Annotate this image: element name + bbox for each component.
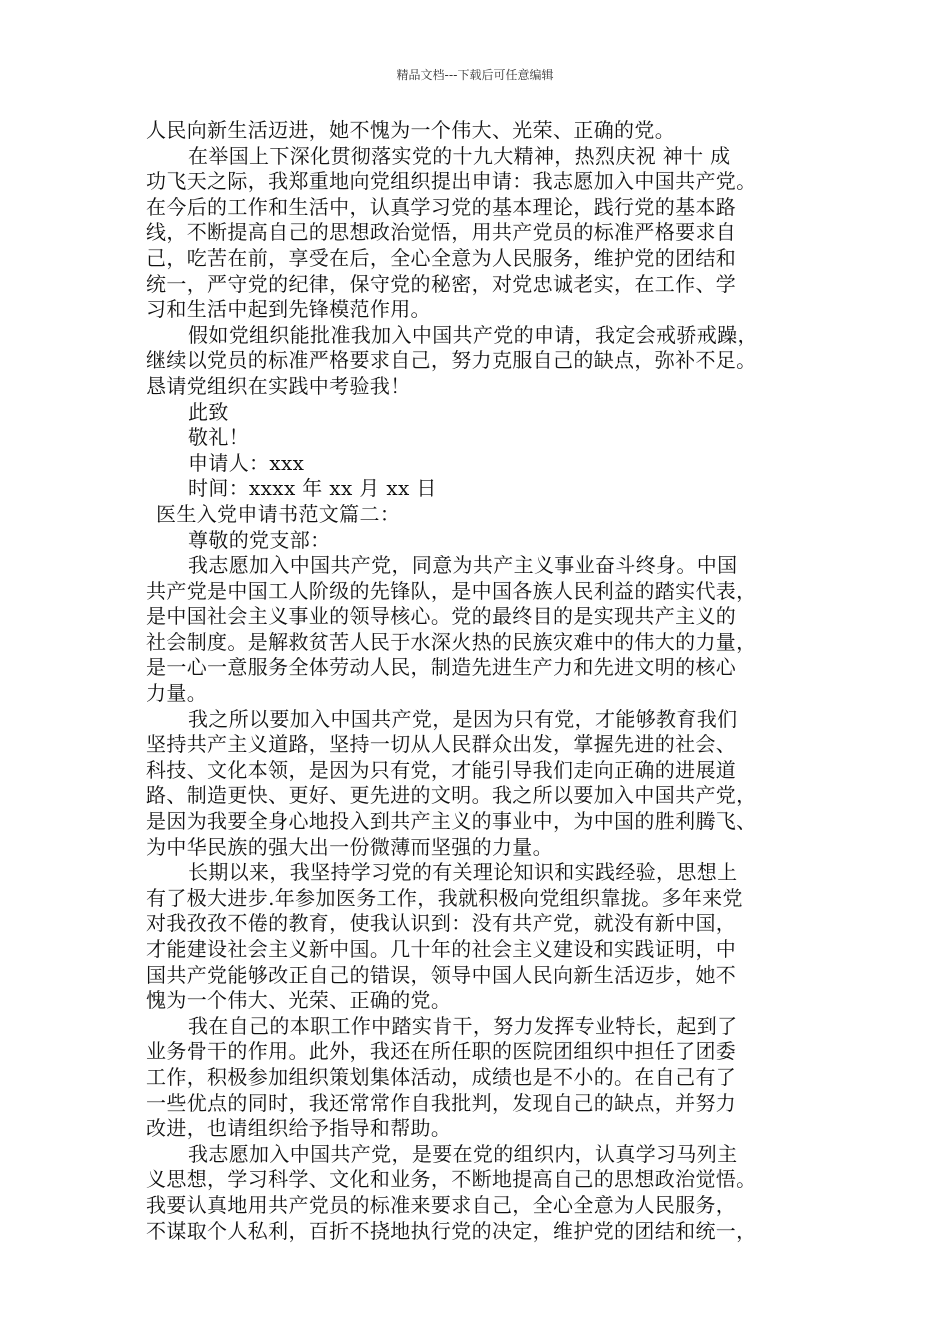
- text-line: 路、制造更快、更好、更先进的文明。我之所以要加入中国共产党，: [146, 783, 757, 808]
- text-line: 在今后的工作和生活中，认真学习党的基本理论，践行党的基本路: [146, 194, 737, 219]
- text-line: 长期以来，我坚持学习党的有关理论知识和实践经验，思想上: [188, 860, 738, 885]
- text-line: 统一，严守党的纪律，保守党的秘密，对党忠诚老实，在工作、学: [146, 271, 737, 296]
- text-line: 假如党组织能批准我加入中国共产党的申请，我定会戒骄戒躁，: [188, 322, 758, 347]
- text-line: 时间：xxxx 年 xx 月 xx 日: [188, 476, 437, 501]
- text-line: 此致: [188, 399, 229, 424]
- text-line: 义思想，学习科学、文化和业务，不断地提高自己的思想政治觉悟。: [146, 1167, 757, 1192]
- text-line: 业务骨干的作用。此外，我还在所任职的医院团组织中担任了团委: [146, 1039, 737, 1064]
- text-line: 医生入党申请书范文篇二：: [156, 501, 401, 526]
- text-line: 对我孜孜不倦的教育，使我认识到：没有共产党，就没有新中国，: [146, 911, 737, 936]
- text-line: 人民向新生活迈进，她不愧为一个伟大、光荣、正确的党。: [146, 118, 676, 142]
- text-line: 我在自己的本职工作中踏实肯干，努力发挥专业特长，起到了: [188, 1013, 738, 1038]
- text-line: 我志愿加入中国共产党，是要在党的组织内，认真学习马列主: [188, 1141, 738, 1166]
- text-line: 线，不断提高自己的思想政治觉悟，用共产党员的标准严格要求自: [146, 220, 737, 245]
- text-line: 己，吃苦在前，享受在后，全心全意为人民服务，维护党的团结和: [146, 245, 737, 270]
- text-line: 申请人：xxx: [188, 450, 305, 475]
- text-line: 有了极大进步.年参加医务工作，我就积极向党组织靠拢。多年来党: [146, 885, 743, 910]
- text-line: 社会制度。是解救贫苦人民于水深火热的民族灾难中的伟大的力量，: [146, 629, 757, 654]
- text-line: 一些优点的同时，我还常常作自我批判，发现自己的缺点，并努力: [146, 1090, 737, 1115]
- text-line: 是因为我要全身心地投入到共产主义的事业中，为中国的胜利腾飞、: [146, 809, 757, 834]
- text-line: 才能建设社会主义新中国。几十年的社会主义建设和实践证明，中: [146, 937, 737, 961]
- text-line: 在举国上下深化贯彻落实党的十九大精神，热烈庆祝 神十 成: [188, 143, 731, 168]
- text-line: 习和生活中起到先锋模范作用。: [146, 297, 431, 322]
- text-line: 功飞天之际，我郑重地向党组织提出申请：我志愿加入中国共产党。: [146, 169, 757, 194]
- text-line: 是一心一意服务全体劳动人民，制造先进生产力和先进文明的核心: [146, 655, 737, 680]
- text-line: 继续以党员的标准严格要求自己，努力克服自己的缺点，弥补不足。: [146, 348, 757, 373]
- text-line: 是中国社会主义事业的领导核心。党的最终目的是实现共产主义的: [146, 604, 737, 629]
- text-line: 共产党是中国工人阶级的先锋队，是中国各族人民利益的踏实代表，: [146, 578, 757, 603]
- text-line: 我志愿加入中国共产党，同意为共产主义事业奋斗终身。中国: [188, 553, 738, 578]
- text-line: 不谋取个人私利，百折不挠地执行党的决定，维护党的团结和统一，: [146, 1218, 757, 1243]
- text-line: 我之所以要加入中国共产党，是因为只有党，才能够教育我们: [188, 706, 738, 731]
- page-header: 精品文档---下载后可任意编辑: [396, 68, 554, 82]
- text-line: 为中华民族的强大出一份微薄而坚强的力量。: [146, 834, 553, 859]
- text-line: 我要认真地用共产党员的标准来要求自己，全心全意为人民服务，: [146, 1192, 737, 1217]
- text-line: 愧为一个伟大、光荣、正确的党。: [146, 988, 452, 1013]
- text-line: 改进，也请组织给予指导和帮助。: [146, 1116, 452, 1141]
- text-line: 力量。: [146, 681, 208, 706]
- text-line: 敬礼！: [188, 425, 250, 450]
- text-line: 科技、文化本领，是因为只有党，才能引导我们走向正确的进展道: [146, 757, 737, 782]
- document-body: [146, 118, 826, 1244]
- text-line: 工作，积极参加组织策划集体活动，成绩也是不小的。在自己有了: [146, 1064, 737, 1089]
- text-line: 坚持共产主义道路，坚持一切从人民群众出发，掌握先进的社会、: [146, 732, 737, 757]
- text-line: 尊敬的党支部：: [188, 527, 331, 552]
- text-line: 国共产党能够改正自己的错误，领导中国人民向新生活迈步，她不: [146, 962, 737, 987]
- text-line: 恳请党组织在实践中考验我！: [146, 373, 411, 398]
